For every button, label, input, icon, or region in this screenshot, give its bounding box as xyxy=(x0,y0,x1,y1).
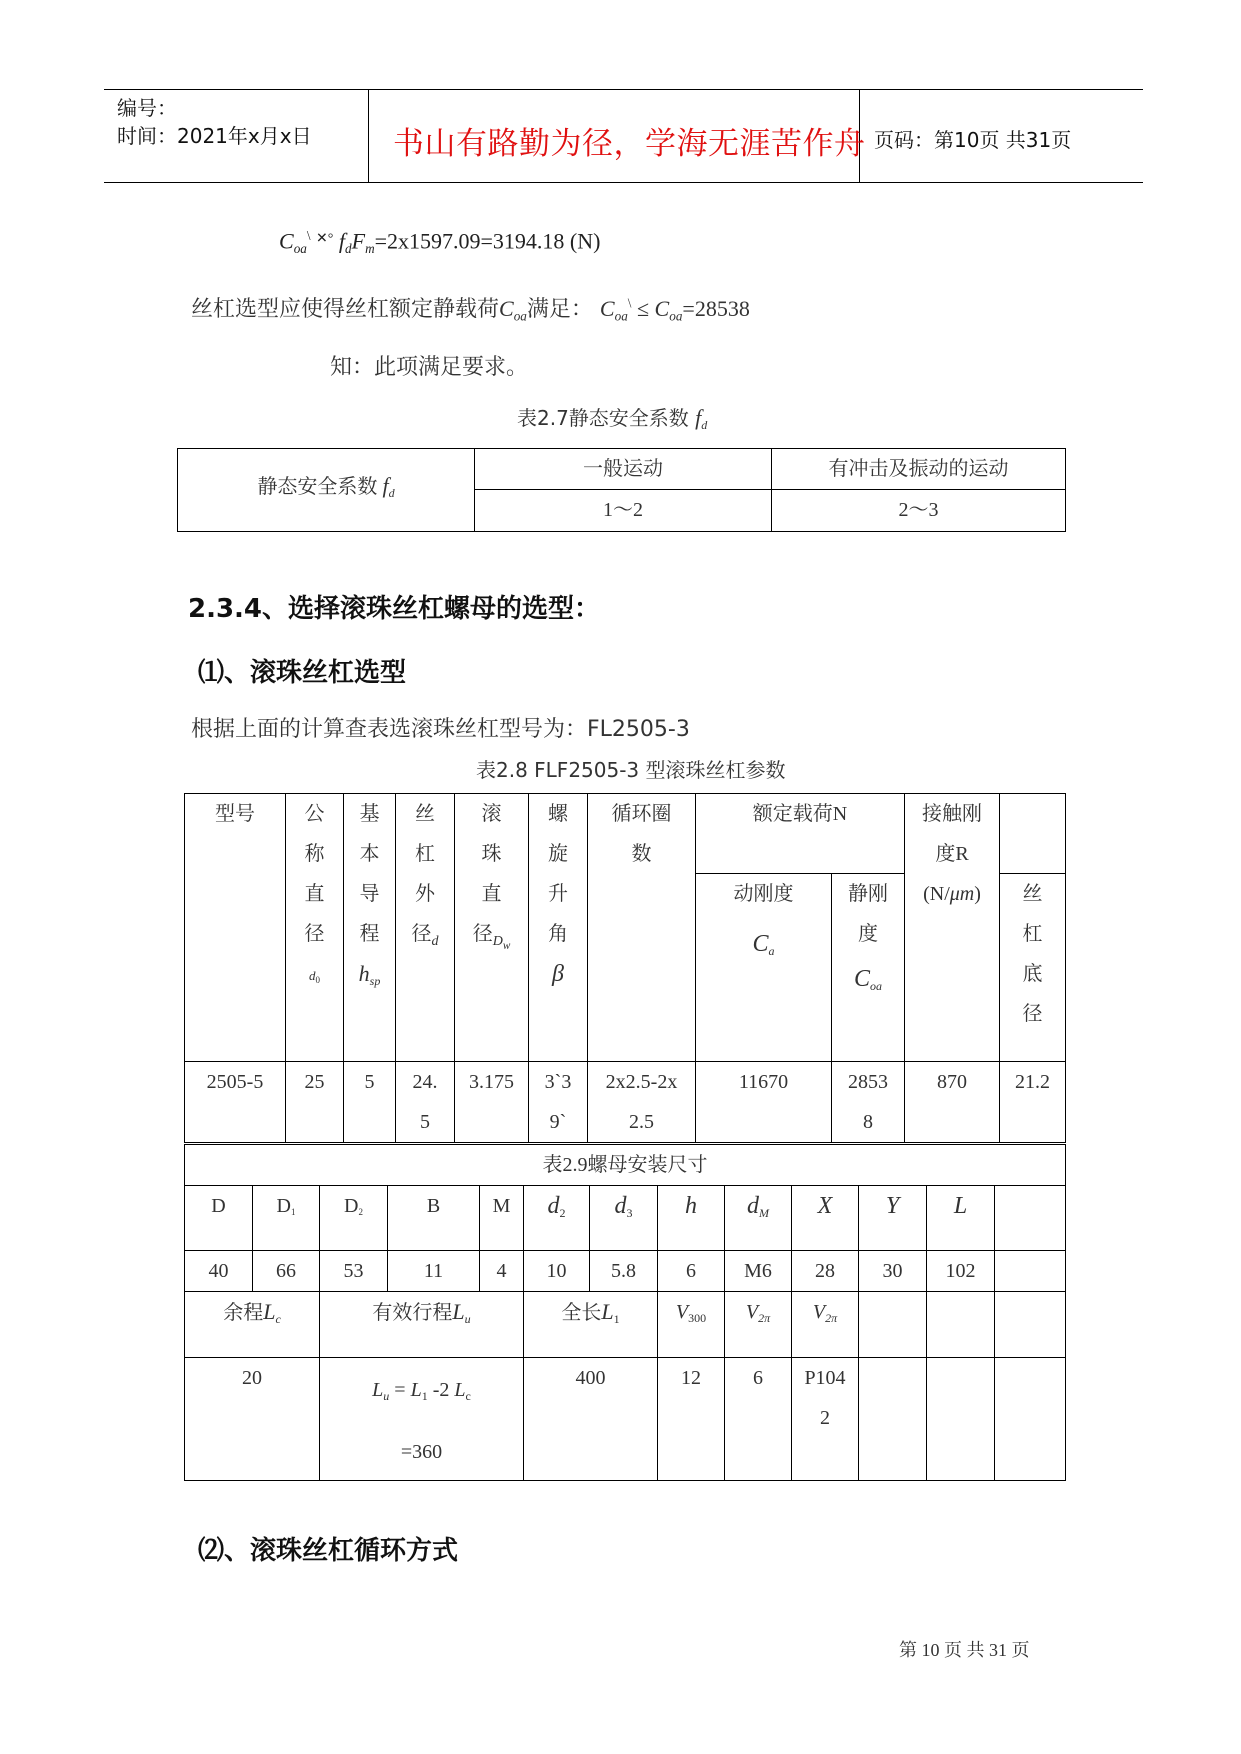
th-blank xyxy=(1000,794,1066,874)
th29-Y: Y xyxy=(859,1186,927,1251)
td29-d2: 10 xyxy=(524,1251,590,1292)
td-dynamic: 11670 xyxy=(696,1062,832,1143)
th29-empty2 xyxy=(927,1292,995,1358)
page-footer: 第 10 页 共 31 页 xyxy=(899,1640,1030,1660)
formula-rhs: =2x1597.09=3194.18 (N) xyxy=(374,228,601,254)
subsection-ball-screw-selection: ⑴、滚珠丝杠选型 xyxy=(198,658,407,688)
th29-D1-text: D xyxy=(276,1195,291,1217)
th29-empty1 xyxy=(859,1292,927,1358)
td29-v2pi-b: P104 2 xyxy=(792,1358,859,1481)
table29-caption: 表2.9螺母安装尺寸 xyxy=(185,1145,1066,1186)
th-model: 型号 xyxy=(185,794,286,1062)
para-conclusion: 知：此项满足要求。 xyxy=(330,355,529,380)
th29-B: B xyxy=(388,1186,480,1251)
th-dynamic: 动刚度 $C_a$ xyxy=(696,874,832,1062)
th29-M: M xyxy=(480,1186,524,1251)
td29-blank xyxy=(995,1251,1066,1292)
td29-l1: 400 xyxy=(524,1358,658,1481)
td29-Y: 30 xyxy=(859,1251,927,1292)
th-ball-diameter: 滚 珠 直 径$_{D_w}$ xyxy=(455,794,529,1062)
table-static-safety xyxy=(177,448,1066,532)
para1-text: 丝杠选型应使得丝杠额定静载荷 xyxy=(191,297,500,322)
td29-L: 102 xyxy=(927,1251,995,1292)
td29-X: 28 xyxy=(792,1251,859,1292)
td-model: 2505-5 xyxy=(185,1062,286,1143)
th29-D2: $D_2$ xyxy=(320,1186,388,1251)
td-helix: 3`3 9` xyxy=(529,1062,588,1143)
td29-B: 11 xyxy=(388,1251,480,1292)
para-model-selection: 根据上面的计算查表选滚珠丝杠型号为：FL2505-3 xyxy=(191,717,690,742)
th-helix-angle: 螺 旋 升 角 β xyxy=(529,794,588,1062)
th-contact-stiffness: 接触刚 度R (N/μm) xyxy=(905,794,1000,1062)
td-cycles: 2x2.5-2x 2.5 xyxy=(588,1062,696,1143)
header-bottom-rule xyxy=(104,182,1143,183)
subsection-circulation: ⑵、滚珠丝杠循环方式 xyxy=(198,1536,459,1566)
table27-col-general: 一般运动 xyxy=(475,449,772,490)
td29-empty1 xyxy=(859,1358,927,1481)
td29-lc: 20 xyxy=(185,1358,320,1481)
th-root-diameter: 丝 杠 底 径 xyxy=(1000,874,1066,1062)
table27-row-label-text: 静态安全系数 xyxy=(257,474,378,499)
td29-empty2 xyxy=(927,1358,995,1481)
th29-v2pi-b: $V_{2\pi}$ xyxy=(792,1292,859,1358)
th29-D: D xyxy=(185,1186,253,1251)
table27-val-impact: 2～3 xyxy=(772,490,1066,532)
th29-lu-text: 有效行程 xyxy=(372,1302,453,1324)
th29-lc: 余程$L_c$ xyxy=(185,1292,320,1358)
th29-l1-text: 全长 xyxy=(561,1302,602,1324)
th29-L: L xyxy=(927,1186,995,1251)
td-nominal: 25 xyxy=(286,1062,344,1143)
th-nominal-diameter: 公 称 直 径 $d_0$ xyxy=(286,794,344,1062)
th29-X: X xyxy=(792,1186,859,1251)
motto: 书山有路勤为径，学海无涯苦作舟 xyxy=(393,126,866,162)
th29-d2: $d_2$ xyxy=(524,1186,590,1251)
header-divider-left xyxy=(368,89,369,183)
th-cycles: 循环圈 数 xyxy=(588,794,696,1062)
td-ball: 3.175 xyxy=(455,1062,529,1143)
table27-caption: 表2.7静态安全系数 $f_d$ xyxy=(517,405,708,433)
td29-v300: 12 xyxy=(658,1358,725,1481)
td29-h: 6 xyxy=(658,1251,725,1292)
td-outer: 24. 5 xyxy=(396,1062,455,1143)
td29-v2pi-a: 6 xyxy=(725,1358,792,1481)
th29-D2-text: D xyxy=(344,1195,359,1217)
th29-l1: 全长$L_1$ xyxy=(524,1292,658,1358)
th29-h: h xyxy=(658,1186,725,1251)
section-heading: 2.3.4、选择滚珠丝杠螺母的选型： xyxy=(188,594,601,624)
td29-D1: 66 xyxy=(253,1251,320,1292)
td29-lu-eq: =360 xyxy=(400,1441,443,1464)
th-static: 静刚 度 $C_{oa}$ xyxy=(832,874,905,1062)
table27-caption-text: 表2.7静态安全系数 xyxy=(517,406,689,430)
th29-d3: $d_3$ xyxy=(590,1186,658,1251)
th29-v300: $V_{300}$ xyxy=(658,1292,725,1358)
para1-satisfy: 满足： xyxy=(526,297,593,322)
para-static-load-requirement: 丝杠选型应使得丝杠额定静载荷$C_{oa}$满足： $C_{oa}^\backslash \le C_{oa}=28538$ xyxy=(191,295,750,324)
time-label: 时间：2021年x月x日 xyxy=(117,124,312,148)
th29-lc-text: 余程 xyxy=(223,1302,264,1324)
th29-dM: $d_M$ xyxy=(725,1186,792,1251)
td29-dM: M6 xyxy=(725,1251,792,1292)
table27-row-label: 静态安全系数 $f_d$ xyxy=(178,449,475,532)
th-lead: 基 本 导 程 $h_{sp}$ xyxy=(344,794,396,1062)
th29-empty3 xyxy=(995,1292,1066,1358)
header-top-rule xyxy=(104,89,1143,90)
td-static: 2853 8 xyxy=(832,1062,905,1143)
td29-D2: 53 xyxy=(320,1251,388,1292)
td29-M: 4 xyxy=(480,1251,524,1292)
td-stiffness: 870 xyxy=(905,1062,1000,1143)
td-lead: 5 xyxy=(344,1062,396,1143)
table28-caption: 表2.8 FLF2505-3 型滚珠丝杠参数 xyxy=(476,758,786,782)
td29-empty3 xyxy=(995,1358,1066,1481)
td29-D: 40 xyxy=(185,1251,253,1292)
table-nut-dimensions xyxy=(184,1144,1066,1481)
serial-number-label: 编号： xyxy=(117,96,177,120)
para1-value: =28538 xyxy=(682,296,750,321)
th-outer-diameter: 丝 杠 外 径$_d$ xyxy=(396,794,455,1062)
th-rated-load: 额定载荷N xyxy=(696,794,905,874)
th29-lu: 有效行程$L_u$ xyxy=(320,1292,524,1358)
table27-val-general: 1～2 xyxy=(475,490,772,532)
td-root: 21.2 xyxy=(1000,1062,1066,1143)
formula-static-load: $C_{oa}^\backslash$ ✕° $f_dF_m=2x1597.09=3194.18$ (N) xyxy=(279,228,601,256)
td29-d3: 5.8 xyxy=(590,1251,658,1292)
th29-v2pi-a: $V_{2\pi}$ xyxy=(725,1292,792,1358)
page-number-label: 页码：第10页 共31页 xyxy=(874,128,1072,152)
table-ball-screw-params xyxy=(184,793,1066,1143)
th29-blank xyxy=(995,1186,1066,1251)
td29-lu: $L_u = L_1$ -2 $L_c$ =360 xyxy=(320,1358,524,1481)
th29-D1: $D_1$ xyxy=(253,1186,320,1251)
table27-col-impact: 有冲击及振动的运动 xyxy=(772,449,1066,490)
